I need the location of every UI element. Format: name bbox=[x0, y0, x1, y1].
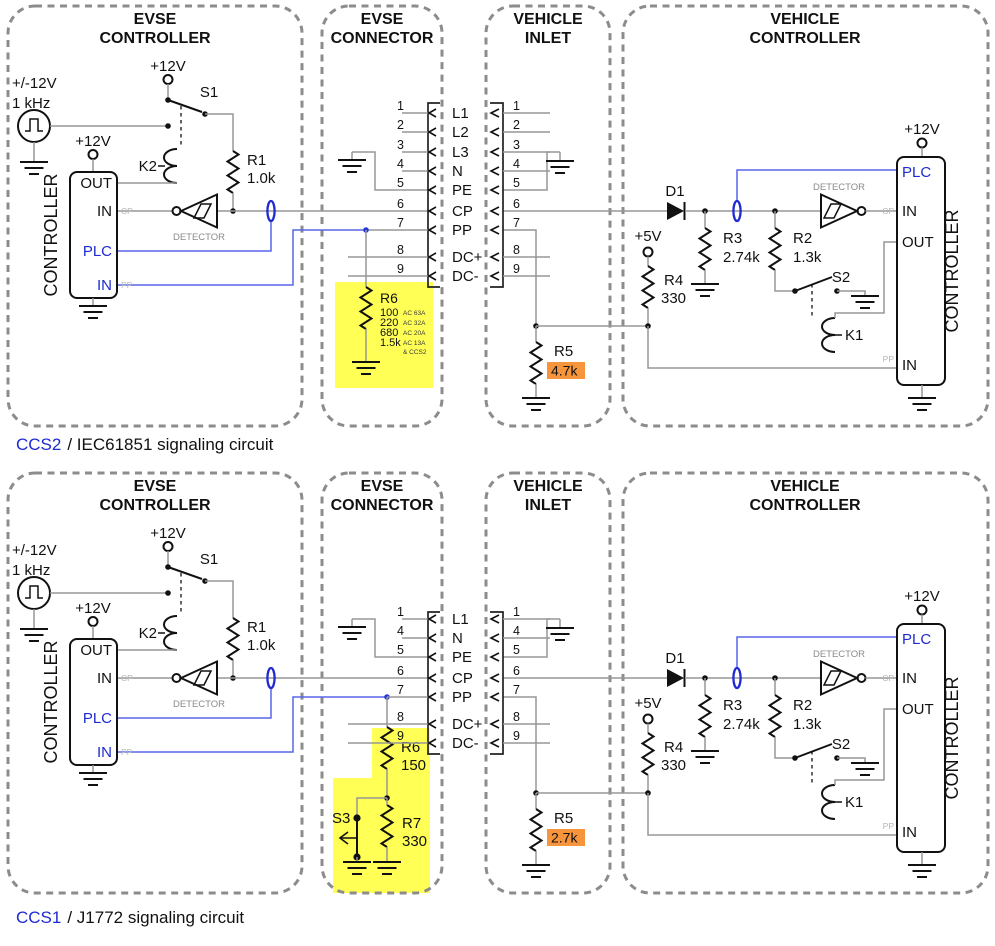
r6-note-1: AC 63A bbox=[403, 310, 426, 317]
pin-name: PP bbox=[452, 222, 473, 239]
r6-note-4: AC 13A bbox=[403, 340, 426, 347]
pin-name: L1 bbox=[452, 611, 469, 628]
square-wave-source-icon bbox=[18, 110, 50, 142]
r5-value-ccs1: 2.7k bbox=[551, 829, 578, 846]
ground-icon bbox=[546, 161, 574, 173]
pin-name: DC+ bbox=[452, 249, 483, 266]
pin-name: L3 bbox=[452, 144, 469, 161]
r6-ohms-2: 220 bbox=[380, 317, 399, 329]
signaling-circuit-ccs1-clone bbox=[8, 473, 988, 893]
vehicle-plc-coupling bbox=[733, 170, 897, 221]
controller-vertical-label: CONTROLLER bbox=[41, 173, 61, 297]
controller-ic bbox=[897, 157, 945, 385]
inlet-pin-number: 4 bbox=[513, 624, 520, 638]
pin-contact-arrow bbox=[429, 739, 436, 747]
pin-contact-arrow bbox=[429, 272, 436, 280]
vehicle-controller-chip bbox=[882, 121, 962, 410]
ground-icon bbox=[908, 398, 936, 410]
evse-pin-number: 6 bbox=[397, 197, 404, 211]
inlet-pin-number: 5 bbox=[513, 643, 520, 657]
pin-contact-arrow bbox=[429, 693, 436, 701]
pin-name: PE bbox=[452, 649, 473, 666]
pin-name: CP bbox=[452, 670, 473, 687]
pin-in: IN bbox=[902, 203, 917, 220]
r2-s2-k1-network bbox=[770, 211, 898, 352]
s1-switch bbox=[150, 58, 233, 151]
pin-contact-arrow bbox=[429, 226, 436, 234]
inlet-pin-number: 4 bbox=[513, 157, 520, 171]
pin-contact-arrow bbox=[491, 128, 499, 136]
resistor-icon bbox=[228, 151, 239, 193]
supply-terminal-icon bbox=[644, 248, 653, 257]
pin-contact-arrow bbox=[429, 253, 436, 261]
evse-controller-title-1: EVSE bbox=[133, 11, 177, 28]
r5-label: R5 bbox=[554, 343, 574, 360]
r7-label: R7 bbox=[402, 815, 422, 832]
pin-contact-arrow bbox=[429, 128, 436, 136]
controller-vertical-label: CONTROLLER bbox=[942, 209, 962, 333]
inlet-pin-number: 8 bbox=[513, 243, 520, 257]
inlet-pin-number: 9 bbox=[513, 262, 520, 276]
coil-icon bbox=[164, 149, 177, 183]
pin-contact-arrow bbox=[491, 167, 499, 175]
evse-pin-number: 4 bbox=[397, 624, 404, 638]
pp-net-tag: PP bbox=[121, 280, 133, 290]
s3-label: S3 bbox=[332, 810, 351, 827]
pin-contact-arrow bbox=[491, 720, 499, 728]
ground-icon bbox=[338, 160, 366, 172]
vehicle-controller-title-2: CONTROLLER bbox=[749, 30, 861, 47]
supply-terminal-icon bbox=[164, 75, 173, 84]
source-freq-label: 1 kHz bbox=[12, 95, 51, 112]
inlet-pin-number: 3 bbox=[513, 138, 520, 152]
evse-plc-coupling bbox=[117, 201, 366, 285]
cp-net-tag: CP bbox=[121, 206, 133, 216]
r6-ohms-3: 680 bbox=[380, 327, 399, 339]
pin-name: DC- bbox=[452, 735, 479, 752]
pin-contact-arrow bbox=[491, 674, 499, 682]
evse-pin-number: 7 bbox=[397, 683, 404, 697]
v12-label: +12V bbox=[150, 58, 186, 75]
pin-contact-arrow bbox=[491, 148, 499, 156]
inlet-pin-number: 6 bbox=[513, 197, 520, 211]
r6-extra-note: & CCS2 bbox=[403, 349, 427, 356]
inlet-pin-number: 7 bbox=[513, 683, 520, 697]
pin-name: N bbox=[452, 163, 463, 180]
evse-pin-number: 8 bbox=[397, 243, 404, 257]
inlet-pin-number: 6 bbox=[513, 664, 520, 678]
evse-pin-number: 5 bbox=[397, 643, 404, 657]
evse-pin-number: 9 bbox=[397, 729, 404, 743]
supply-terminal-icon bbox=[89, 150, 98, 159]
d1-diode bbox=[665, 183, 821, 220]
v5-label: +5V bbox=[634, 228, 662, 245]
hysteresis-icon bbox=[824, 204, 841, 218]
r3-label: R3 bbox=[723, 230, 743, 247]
r5-value-ccs2: 4.7k bbox=[551, 362, 578, 379]
r4-label: R4 bbox=[664, 272, 684, 289]
vehicle-detector bbox=[813, 182, 897, 228]
cp-net-tag: CP bbox=[882, 206, 894, 216]
evse-pin-number: 3 bbox=[397, 138, 404, 152]
pin-out: OUT bbox=[80, 175, 112, 192]
pin-name: PE bbox=[452, 182, 473, 199]
caption-ccs1: CCS1 / J1772 signaling circuit bbox=[16, 908, 245, 927]
pin-plc: PLC bbox=[902, 164, 932, 181]
pin-contact-arrow bbox=[429, 109, 436, 117]
vehicle-inlet-title-2: INLET bbox=[524, 30, 572, 47]
inlet-pin-number: 2 bbox=[513, 118, 520, 132]
pin-contact-arrow bbox=[429, 653, 436, 661]
evse-pin-number: 1 bbox=[397, 605, 404, 619]
r3-resistor bbox=[691, 211, 760, 296]
r4-network bbox=[634, 228, 897, 368]
source-voltage-label: +/-12V bbox=[12, 75, 57, 92]
pin-contact-arrow bbox=[429, 634, 436, 642]
pin-name: DC- bbox=[452, 268, 479, 285]
pin-contact-arrow bbox=[429, 186, 436, 194]
ccs2-specific bbox=[348, 99, 578, 379]
r6-note-3: AC 20A bbox=[403, 330, 426, 337]
pin-contact-arrow bbox=[491, 272, 499, 280]
detector-label: DETECTOR bbox=[172, 232, 226, 243]
evse-pin-number: 8 bbox=[397, 710, 404, 724]
detector-triangle-icon bbox=[181, 195, 217, 228]
pin-contact-arrow bbox=[491, 253, 499, 261]
d1-label: D1 bbox=[665, 183, 685, 200]
pin-contact-arrow bbox=[491, 693, 499, 701]
pin-name: CP bbox=[452, 203, 473, 220]
pin-in: IN bbox=[97, 203, 112, 220]
ground-icon bbox=[79, 306, 107, 318]
pin-in2: IN bbox=[902, 357, 917, 374]
inlet-pin-number: 7 bbox=[513, 216, 520, 230]
pin-contact-arrow bbox=[491, 653, 499, 661]
inlet-pin-number: 1 bbox=[513, 99, 520, 113]
resistor-icon bbox=[700, 228, 711, 270]
evse-pin-number: 4 bbox=[397, 157, 404, 171]
pin-contact-arrow bbox=[429, 167, 436, 175]
r1-label: R1 bbox=[247, 152, 267, 169]
ground-icon bbox=[522, 398, 550, 410]
ground-icon bbox=[851, 296, 879, 308]
evse-pin-number: 1 bbox=[397, 99, 404, 113]
pin-contact-arrow bbox=[429, 148, 436, 156]
pin-contact-arrow bbox=[491, 739, 499, 747]
r6-ohms-1: 100 bbox=[380, 307, 399, 319]
evse-controller-chip bbox=[41, 133, 133, 318]
ground-icon bbox=[20, 162, 48, 174]
s1-label: S1 bbox=[199, 84, 219, 101]
supply-terminal-icon bbox=[918, 139, 927, 148]
pin-contact-arrow bbox=[491, 634, 499, 642]
r1-value: 1.0k bbox=[247, 170, 276, 187]
pin-name: L1 bbox=[452, 105, 469, 122]
ground-icon bbox=[691, 284, 719, 296]
r2-value: 1.3k bbox=[793, 249, 822, 266]
k2-relay-coil bbox=[117, 149, 177, 183]
k1-label: K1 bbox=[845, 327, 864, 344]
evse-connector-title-1: EVSE bbox=[360, 11, 404, 28]
inlet-pin-number: 9 bbox=[513, 729, 520, 743]
section-titles bbox=[99, 11, 861, 47]
pin-name: DC+ bbox=[452, 716, 483, 733]
evse-pin-number: 9 bbox=[397, 262, 404, 276]
diode-icon bbox=[667, 202, 684, 220]
hysteresis-icon bbox=[194, 204, 211, 218]
pin-contact-arrow bbox=[491, 109, 499, 117]
pin-contact-arrow bbox=[491, 207, 499, 215]
coil-icon bbox=[822, 318, 835, 352]
r6-label: R6 bbox=[401, 739, 421, 756]
v12-label: +12V bbox=[75, 133, 111, 150]
pin-contact-arrow bbox=[491, 226, 499, 234]
r2-label: R2 bbox=[793, 230, 813, 247]
pin-contact-arrow bbox=[429, 615, 436, 623]
resistor-icon bbox=[770, 228, 781, 270]
pp-wire bbox=[117, 230, 366, 285]
pin-name: PP bbox=[452, 689, 473, 706]
caption-ccs2: CCS2 / IEC61851 signaling circuit bbox=[16, 435, 274, 454]
resistor-icon bbox=[643, 266, 654, 308]
evse-pin-number: 6 bbox=[397, 664, 404, 678]
inlet-pin-number: 1 bbox=[513, 605, 520, 619]
r3-value: 2.74k bbox=[723, 249, 760, 266]
detector-label: DETECTOR bbox=[812, 182, 866, 193]
r7-value: 330 bbox=[402, 833, 428, 850]
detector-triangle-icon bbox=[821, 195, 857, 228]
pin-plc: PLC bbox=[82, 243, 112, 260]
r6-note-2: AC 32A bbox=[403, 320, 426, 327]
vehicle-inlet-title-1: VEHICLE bbox=[513, 11, 583, 28]
vehicle-controller-title-1: VEHICLE bbox=[770, 11, 840, 28]
pp-net-tag: PP bbox=[882, 354, 894, 364]
pin-name: N bbox=[452, 630, 463, 647]
pin-in2: IN bbox=[97, 277, 112, 294]
inlet-pin-number: 5 bbox=[513, 176, 520, 190]
pin-contact-arrow bbox=[429, 720, 436, 728]
pin-contact-arrow bbox=[429, 674, 436, 682]
inlet-pin-number: 8 bbox=[513, 710, 520, 724]
pin-contact-arrow bbox=[491, 615, 499, 623]
v12-label: +12V bbox=[904, 121, 940, 138]
evse-pin-number: 2 bbox=[397, 118, 404, 132]
signaling-circuit bbox=[8, 6, 988, 426]
highlight-regions bbox=[333, 282, 433, 893]
evse-controller-title-2: CONTROLLER bbox=[99, 30, 211, 47]
evse-connector-title-2: CONNECTOR bbox=[330, 30, 434, 47]
pin-contact-arrow bbox=[491, 186, 499, 194]
pin-contact-arrow bbox=[429, 207, 436, 215]
connector-pins-ccs2 bbox=[348, 99, 550, 285]
s2-label: S2 bbox=[831, 269, 851, 286]
evse-pin-number: 5 bbox=[397, 176, 404, 190]
evse-pin-number: 7 bbox=[397, 216, 404, 230]
r4-value: 330 bbox=[661, 290, 687, 307]
s1-blade bbox=[168, 100, 202, 112]
k2-label: K2 bbox=[138, 158, 157, 175]
pin-name: L2 bbox=[452, 124, 469, 141]
r6-value: 150 bbox=[401, 757, 427, 774]
square-wave-glyph bbox=[25, 119, 43, 131]
pin-out: OUT bbox=[902, 234, 934, 251]
resistor-icon bbox=[531, 342, 542, 384]
r6-label: R6 bbox=[380, 290, 398, 306]
s2-blade bbox=[795, 277, 832, 291]
r6-ohms-4: 1.5k bbox=[380, 337, 401, 349]
